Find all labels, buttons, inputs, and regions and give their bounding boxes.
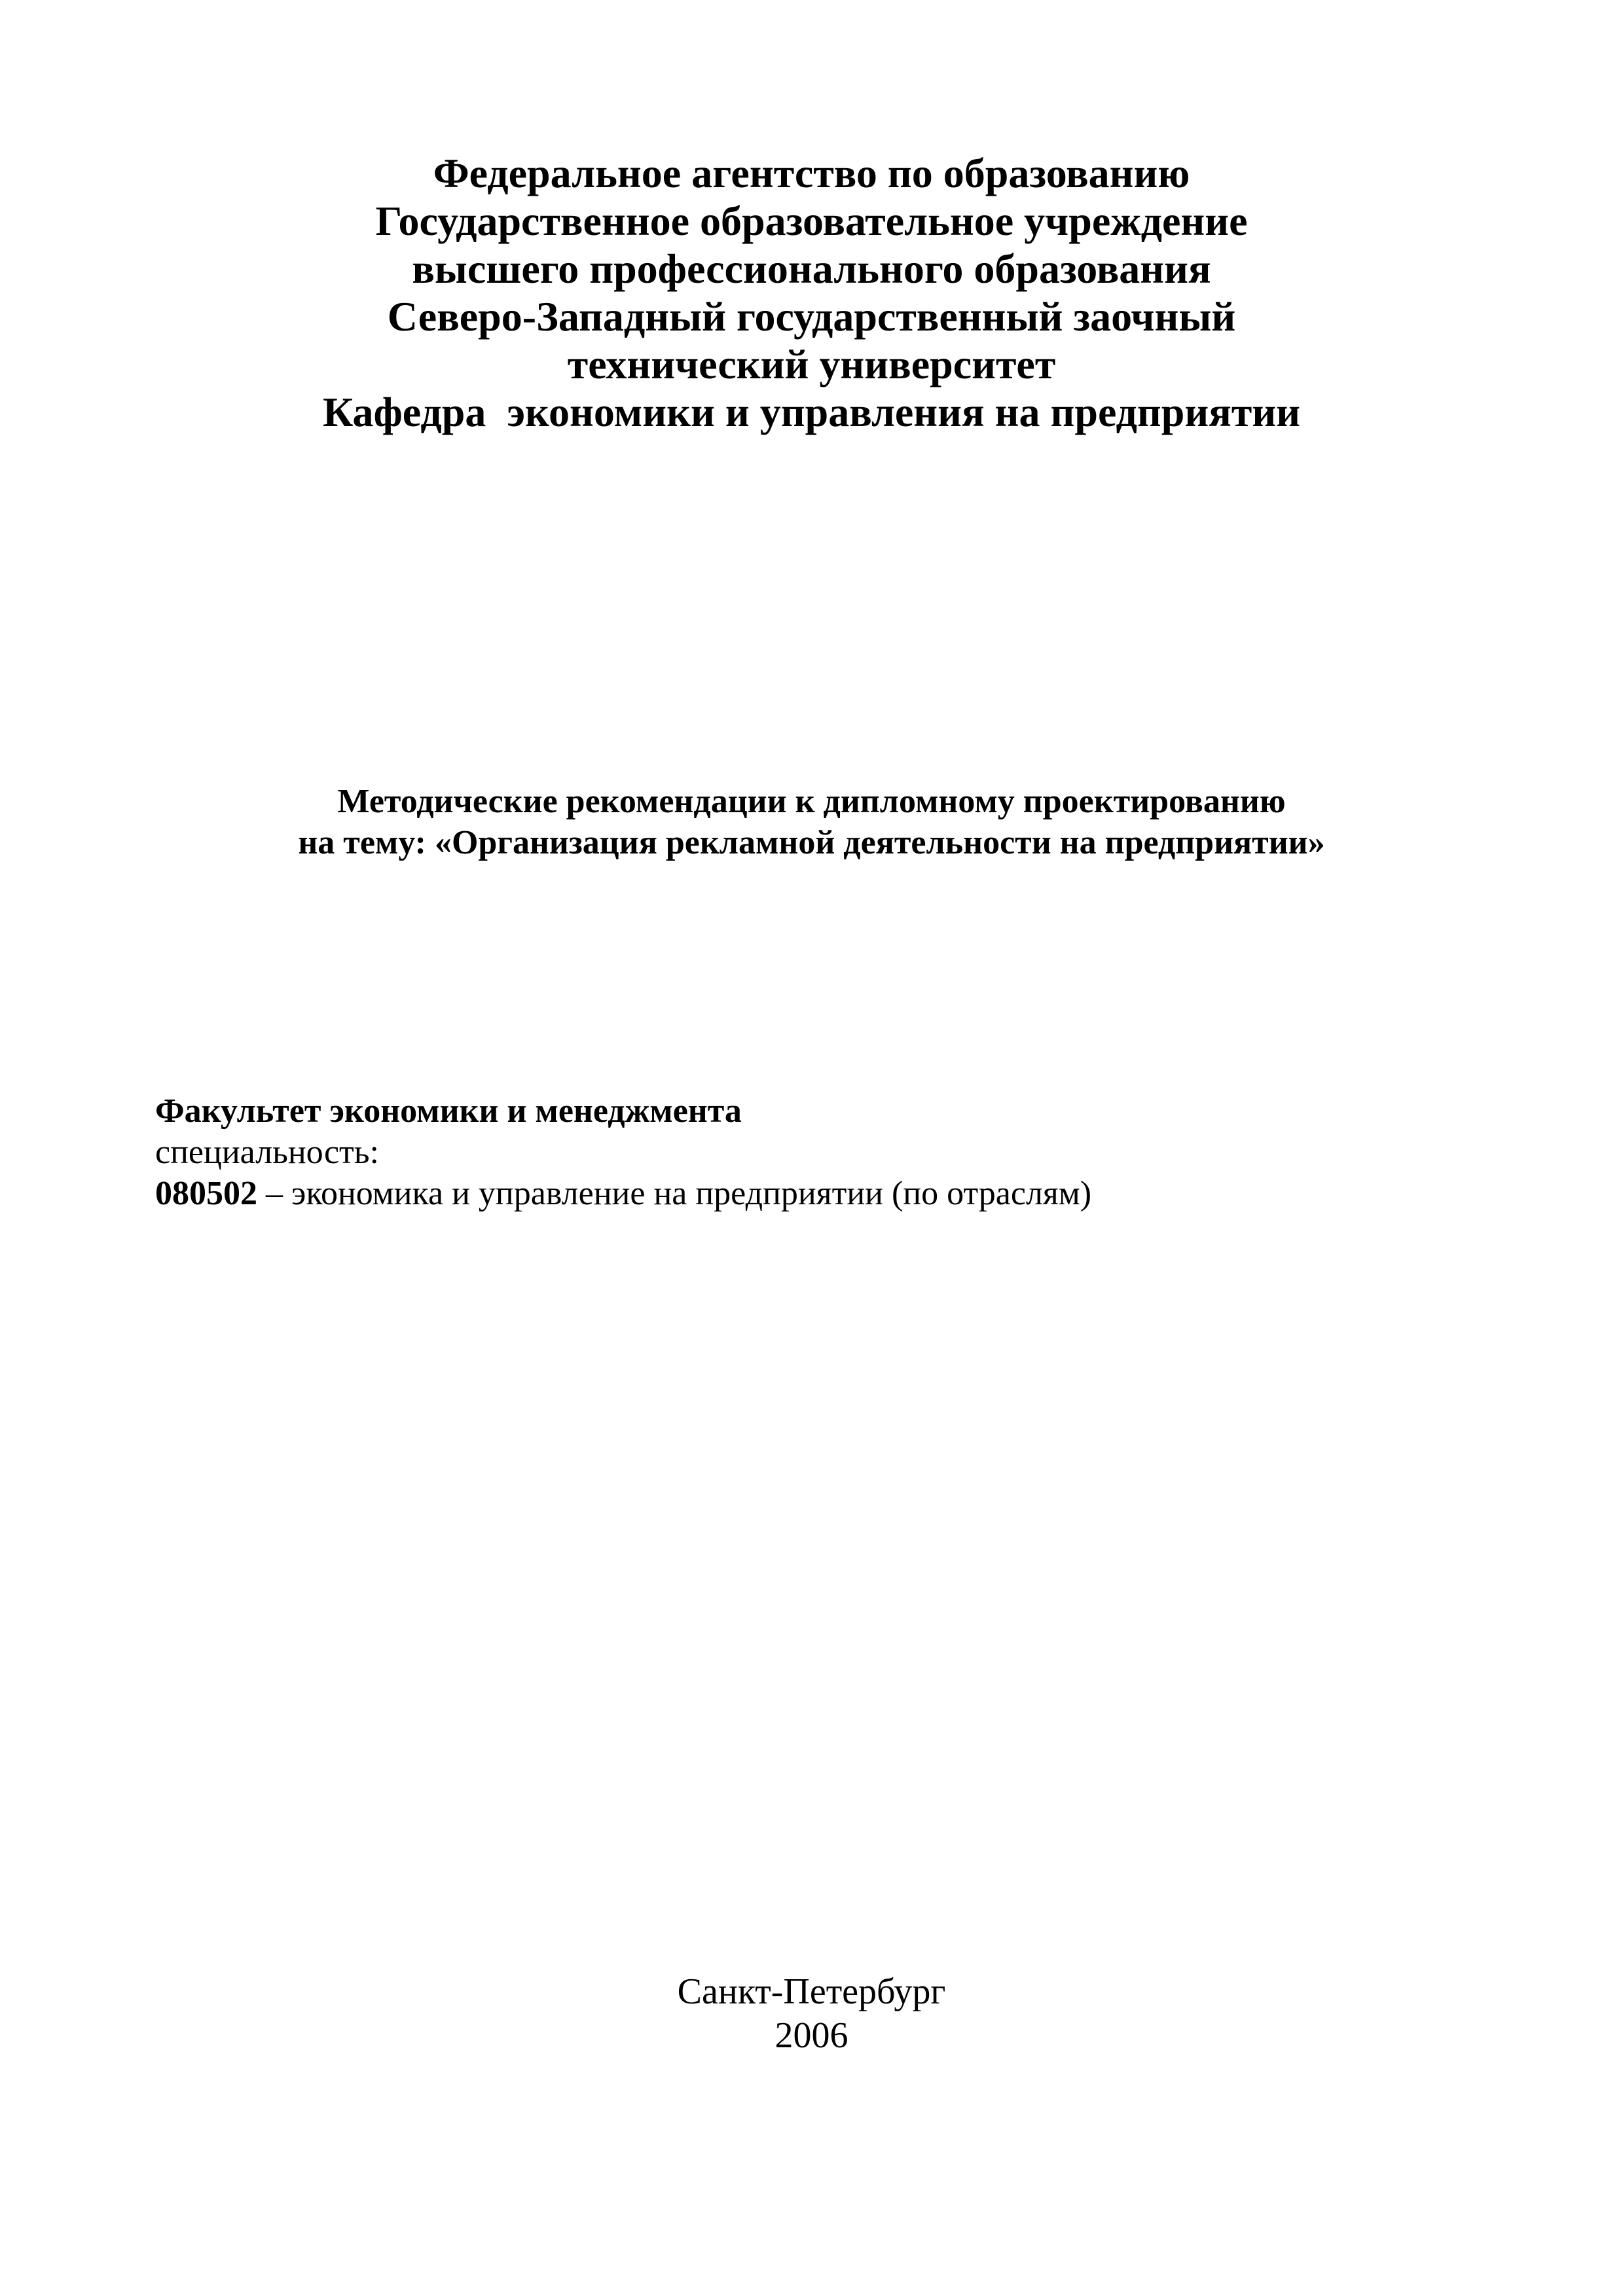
- title-line-1: Методические рекомендации к дипломному проектированию: [337, 783, 1286, 820]
- publication-year: 2006: [775, 2015, 848, 2056]
- header-line-university-type: технический университет: [567, 341, 1056, 387]
- header-line-agency: Федеральное агентство по образованию: [433, 150, 1190, 196]
- header-line-institution-type: Государственное образовательное учреждение: [375, 198, 1248, 244]
- publication-city: Санкт-Петербург: [677, 1971, 946, 2012]
- publication-info: [0, 1970, 1623, 2058]
- title-line-2: на тему: «Организация рекламной деятельности на предприятии»: [298, 824, 1325, 861]
- header-line-university-name: Северо-Западный государственный заочный: [387, 293, 1236, 340]
- specialty-line: [155, 1173, 1530, 1214]
- organization-header: [0, 149, 1623, 436]
- faculty-name: Факультет экономики и менеджмента: [155, 1092, 742, 1130]
- header-line-education-level: высшего профессионального образования: [412, 245, 1211, 292]
- specialty-name: – экономика и управление на предприятии (по отраслям): [257, 1175, 1092, 1212]
- header-line-department: Кафедра экономики и управления на предприятии: [322, 389, 1301, 435]
- specialty-label: специальность:: [155, 1134, 379, 1171]
- faculty-info: [155, 1090, 1530, 1214]
- document-title: [0, 781, 1623, 863]
- specialty-code: 080502: [155, 1175, 257, 1212]
